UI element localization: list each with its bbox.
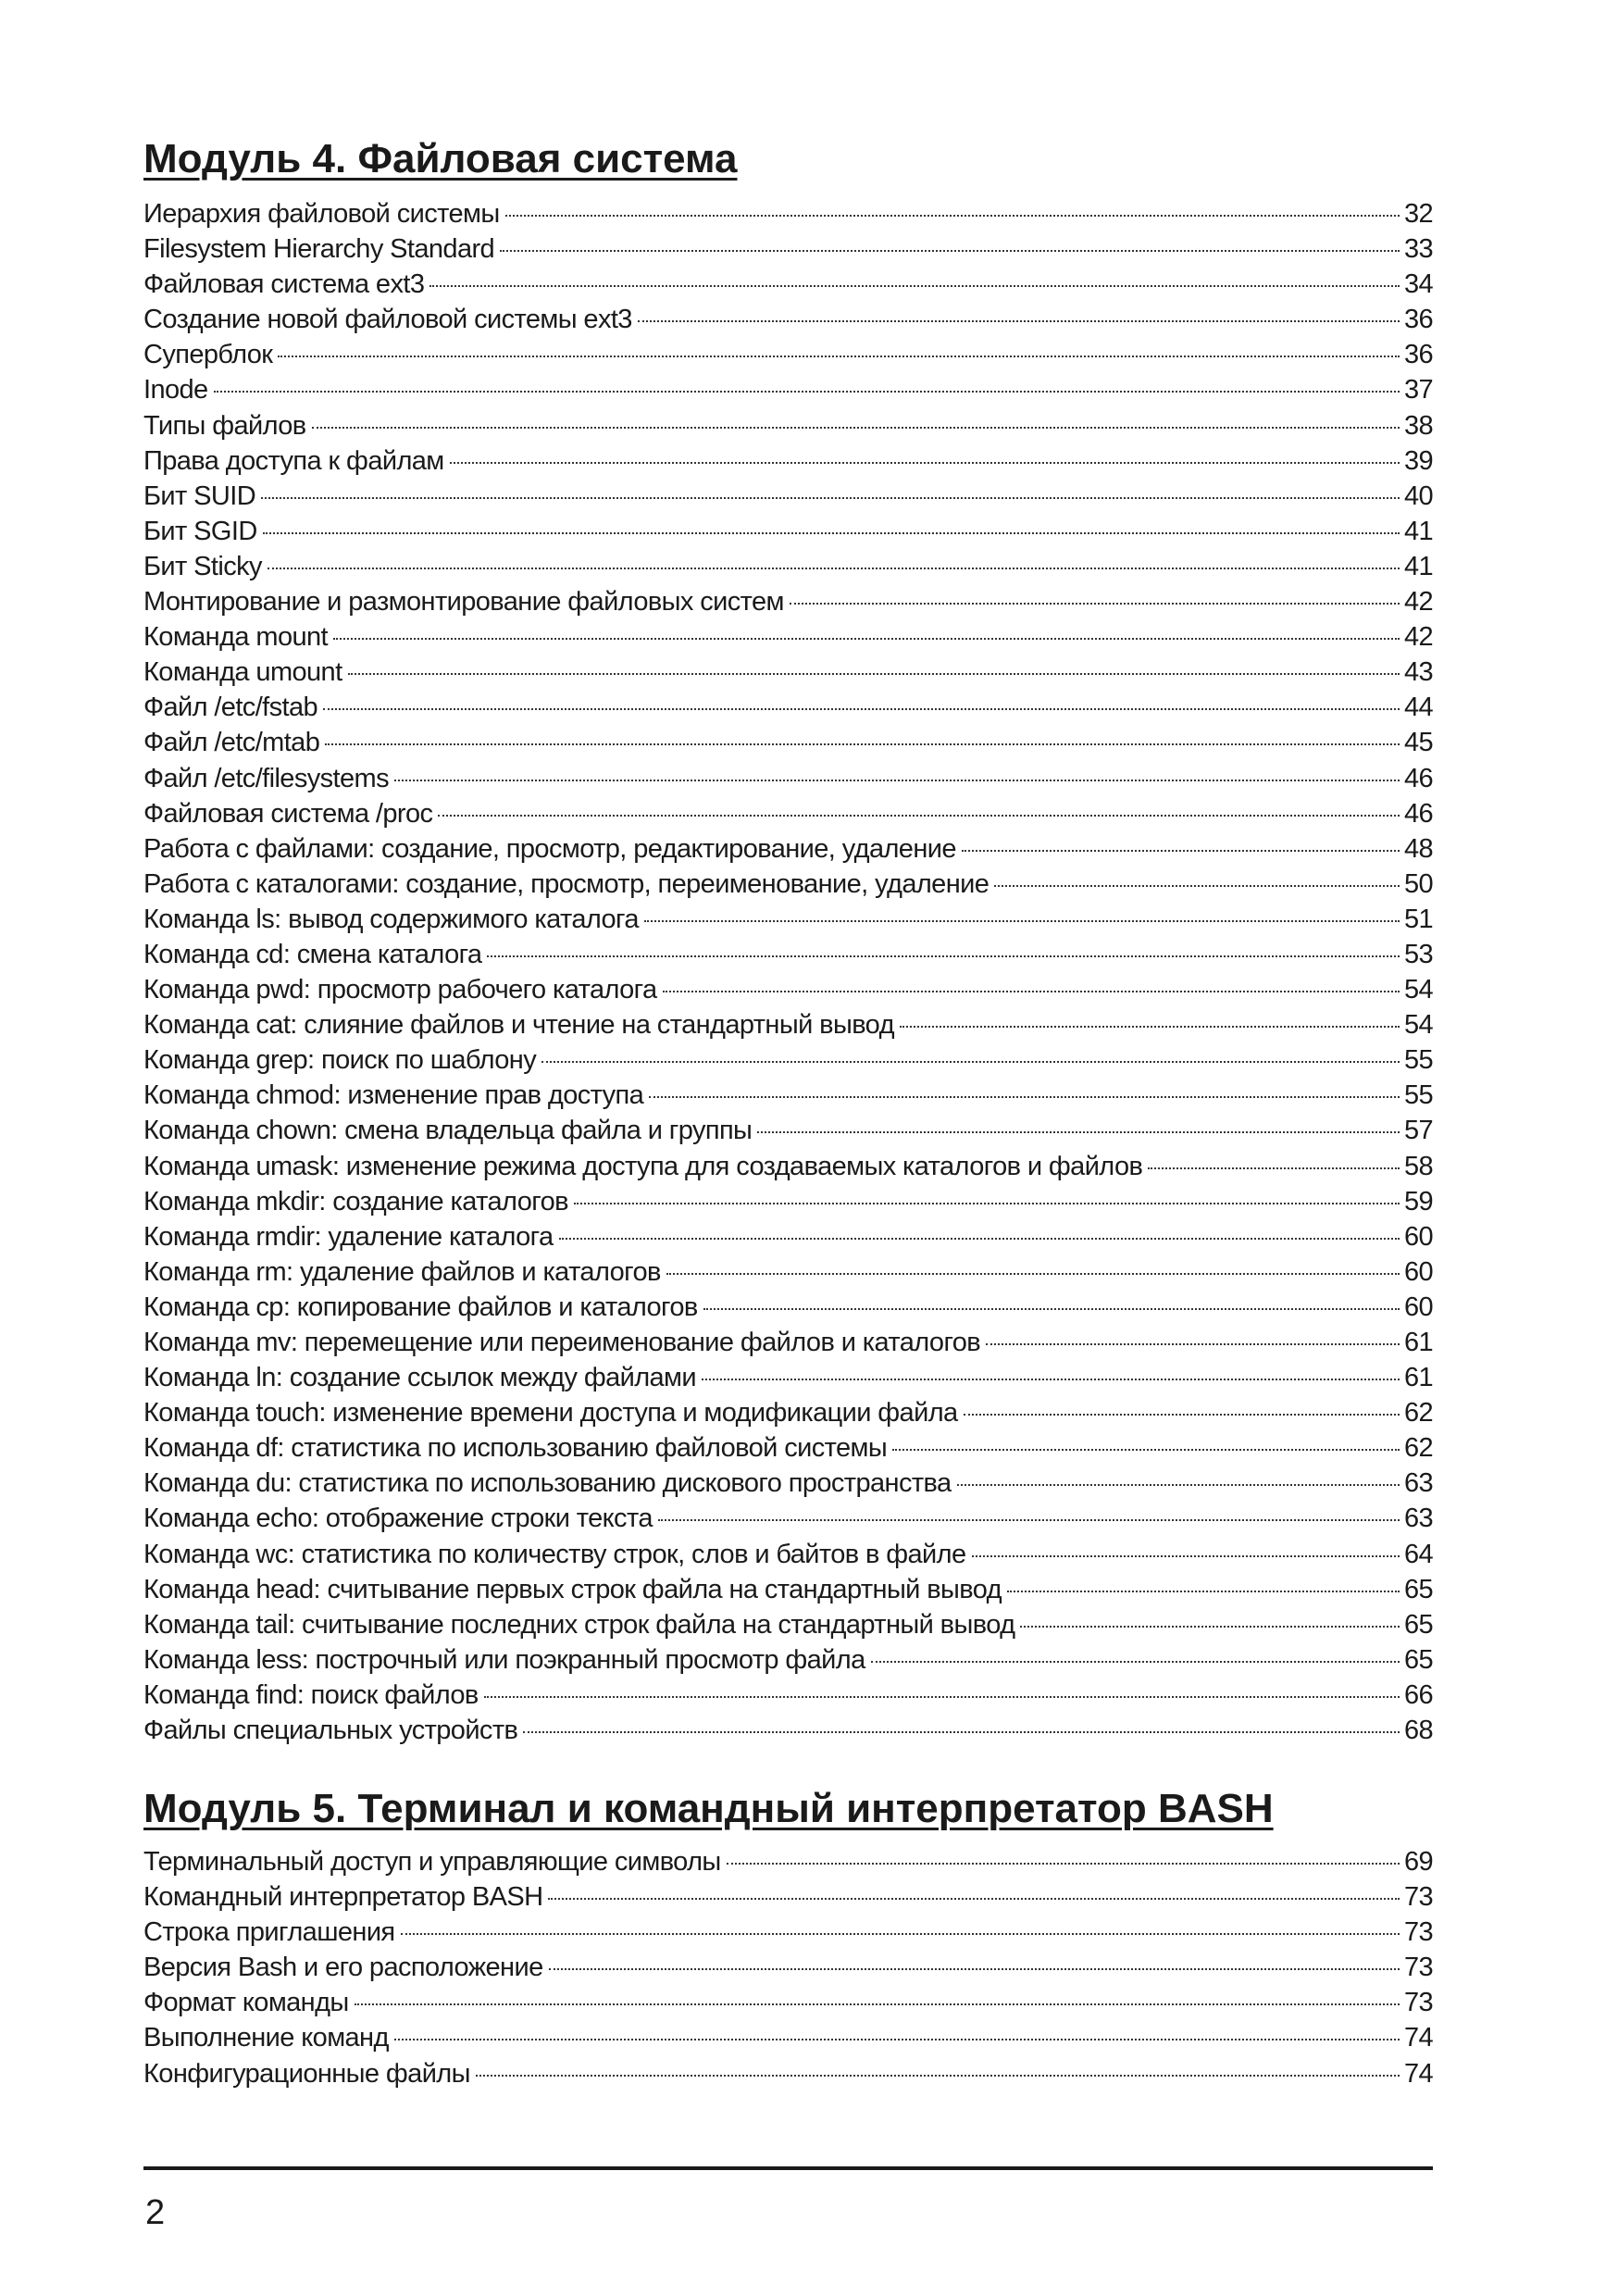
toc-entry: [143, 479, 1433, 514]
toc-dot-leader: [333, 638, 1400, 640]
toc-dot-leader: [548, 1898, 1399, 1900]
toc-entry: [143, 796, 1433, 831]
module-4-title: Модуль 4. Файловая система: [143, 136, 738, 181]
toc-entry: [143, 549, 1433, 584]
toc-dot-leader: [500, 250, 1400, 252]
toc-entry-page: 61: [1403, 1328, 1433, 1357]
toc-entry: [143, 196, 1433, 231]
toc-entry-title: Команда tail: считывание последних строк файла на стандартный вывод: [143, 1609, 1015, 1640]
toc-entry-title: Команда du: статистика по использованию дискового пространства: [143, 1468, 952, 1499]
toc-entry-title: Бит SGID: [143, 516, 257, 546]
toc-dot-leader: [263, 532, 1400, 534]
toc-entry-page: 63: [1403, 1468, 1433, 1499]
toc-entry-title: Выполнение команд: [143, 2023, 389, 2053]
page-number: 2: [145, 2193, 166, 2232]
toc-entry: [143, 1430, 1433, 1466]
toc-entry-page: 54: [1403, 1010, 1433, 1041]
toc-entry: [143, 1466, 1433, 1501]
toc-entry-page: 69: [1403, 1847, 1433, 1877]
toc-entry-page: 74: [1403, 2058, 1433, 2089]
toc-dot-leader: [649, 1096, 1400, 1098]
document-page: [143, 0, 1435, 2296]
toc-entry: [143, 1184, 1433, 1219]
toc-dot-leader: [505, 215, 1400, 217]
toc-entry-title: Команда ls: вывод содержимого каталога: [143, 904, 639, 934]
toc-entry-title: Команда rm: удаление файлов и каталогов: [143, 1256, 661, 1287]
toc-dot-leader: [394, 780, 1400, 781]
toc-dot-leader: [663, 991, 1400, 992]
toc-entry: [143, 937, 1433, 972]
toc-dot-leader: [487, 955, 1399, 957]
toc-entry-title: Команда cp: копирование файлов и каталогов: [143, 1292, 698, 1322]
toc-entry: [143, 584, 1433, 619]
toc-entry-title: Файл /etc/mtab: [143, 728, 320, 758]
toc-entry-page: 34: [1403, 269, 1433, 300]
toc-entry: [143, 1219, 1433, 1254]
toc-entry: [143, 1149, 1433, 1184]
toc-entry-title: Бит Sticky: [143, 551, 262, 581]
toc-entry: [143, 867, 1433, 902]
toc-dot-leader: [268, 568, 1400, 569]
toc-entry: [143, 1360, 1433, 1395]
toc-entry: [143, 1678, 1433, 1713]
toc-entry-title: Команда ln: создание ссылок между файлами: [143, 1363, 696, 1393]
toc-entry: [143, 619, 1433, 655]
toc-entry-title: Команда chmod: изменение прав доступа: [143, 1080, 644, 1111]
toc-entry-page: 33: [1403, 234, 1433, 265]
toc-entry-title: Командный интерпретатор BASH: [143, 1882, 543, 1913]
toc-entry: [143, 267, 1433, 302]
toc-entry-page: 58: [1403, 1151, 1433, 1181]
toc-entry-title: Терминальный доступ и управляющие символы: [143, 1847, 721, 1877]
toc-dot-leader: [261, 497, 1400, 499]
toc-entry: [143, 1007, 1433, 1042]
toc-entry: [143, 1290, 1433, 1325]
toc-entry-page: 59: [1403, 1186, 1433, 1217]
toc-entry-page: 62: [1403, 1398, 1433, 1429]
toc-entry: [143, 1254, 1433, 1290]
toc-entry: [143, 1950, 1433, 1985]
toc-entry: [143, 2020, 1433, 2055]
toc-dot-leader: [325, 743, 1400, 745]
toc-dot-leader: [484, 1696, 1400, 1698]
toc-entry-title: Команда chown: смена владельца файла и группы: [143, 1116, 753, 1146]
toc-dot-leader: [355, 2003, 1400, 2005]
toc-entry-title: Файловая система ext3: [143, 269, 425, 300]
toc-entry-title: Версия Bash и его расположение: [143, 1953, 543, 1983]
toc-entry-page: 65: [1403, 1574, 1433, 1604]
toc-entry-title: Команда rmdir: удаление каталога: [143, 1221, 554, 1252]
toc-entry-page: 55: [1403, 1045, 1433, 1076]
toc-entry-title: Команда pwd: просмотр рабочего каталога: [143, 975, 657, 1005]
toc-entry: [143, 725, 1433, 760]
toc-entry-title: Суперблок: [143, 340, 273, 370]
toc-entry-page: 39: [1403, 445, 1433, 476]
toc-entry-title: Монтирование и размонтирование файловых систем: [143, 587, 784, 618]
toc-entry-page: 73: [1403, 1882, 1433, 1913]
toc-entry-title: Бит SUID: [143, 480, 256, 511]
toc-entry-page: 60: [1403, 1256, 1433, 1287]
toc-entry-page: 38: [1403, 410, 1433, 441]
toc-entry-title: Команда touch: изменение времени доступа и модификации файла: [143, 1398, 958, 1429]
toc-entry: [143, 1325, 1433, 1360]
toc-entry: [143, 1642, 1433, 1678]
toc-entry: [143, 231, 1433, 267]
toc-dot-leader: [986, 1343, 1400, 1345]
toc-entry-title: Команда mkdir: создание каталогов: [143, 1186, 568, 1217]
toc-entry-page: 42: [1403, 622, 1433, 653]
toc-entry-page: 54: [1403, 975, 1433, 1005]
toc-entry-page: 73: [1403, 1953, 1433, 1983]
toc-entry: [143, 372, 1433, 407]
toc-entry-page: 45: [1403, 728, 1433, 758]
toc-entry-page: 68: [1403, 1716, 1433, 1746]
toc-entry: [143, 443, 1433, 479]
toc-entry: [143, 690, 1433, 725]
toc-dot-leader: [1020, 1626, 1400, 1628]
toc-entry-page: 61: [1403, 1363, 1433, 1393]
toc-entry-title: Команда mount: [143, 622, 329, 653]
toc-entry-title: Команда cd: смена каталога: [143, 939, 482, 969]
module-5-toc: [143, 1844, 1433, 2091]
module-5-title: Модуль 5. Терминал и командный интерпретатор BASH: [143, 1786, 1274, 1831]
toc-entry-page: 48: [1403, 833, 1433, 864]
toc-dot-leader: [644, 920, 1400, 922]
toc-entry-title: Команда wc: статистика по количеству строк, слов и байтов в файле: [143, 1539, 966, 1569]
toc-entry-page: 37: [1403, 375, 1433, 406]
toc-entry-page: 50: [1403, 868, 1433, 899]
toc-entry-page: 32: [1403, 199, 1433, 229]
toc-entry-page: 65: [1403, 1644, 1433, 1675]
toc-dot-leader: [871, 1661, 1400, 1663]
toc-entry-page: 36: [1403, 340, 1433, 370]
toc-entry: [143, 1844, 1433, 1879]
toc-dot-leader: [757, 1131, 1400, 1133]
toc-dot-leader: [892, 1449, 1400, 1451]
toc-entry-title: Inode: [143, 375, 208, 406]
toc-entry-title: Команда umount: [143, 657, 342, 688]
toc-entry: [143, 302, 1433, 337]
toc-dot-leader: [549, 1968, 1400, 1970]
toc-entry-title: Команда grep: поиск по шаблону: [143, 1045, 537, 1076]
toc-entry: [143, 1113, 1433, 1148]
toc-entry-title: Filesystem Hierarchy Standard: [143, 234, 495, 265]
toc-entry-page: 41: [1403, 516, 1433, 546]
toc-entry-title: Команда cat: слияние файлов и чтение на стандартный вывод: [143, 1010, 894, 1041]
toc-entry-title: Создание новой файловой системы ext3: [143, 305, 632, 335]
toc-entry-title: Файлы специальных устройств: [143, 1716, 518, 1746]
toc-dot-leader: [964, 1414, 1400, 1416]
toc-entry: [143, 655, 1433, 690]
toc-entry-page: 36: [1403, 305, 1433, 335]
toc-entry: [143, 1879, 1433, 1915]
toc-entry: [143, 972, 1433, 1007]
toc-entry: [143, 761, 1433, 796]
toc-entry-title: Команда less: построчный или поэкранный просмотр файла: [143, 1644, 865, 1675]
toc-dot-leader: [972, 1555, 1400, 1557]
toc-dot-leader: [323, 708, 1400, 710]
toc-entry-page: 51: [1403, 904, 1433, 934]
toc-dot-leader: [348, 673, 1400, 675]
toc-entry-title: Конфигурационные файлы: [143, 2058, 470, 2089]
toc-entry-page: 44: [1403, 693, 1433, 723]
toc-dot-leader: [312, 427, 1400, 429]
toc-entry-page: 41: [1403, 551, 1433, 581]
toc-dot-leader: [962, 850, 1400, 852]
footer-rule: [143, 2166, 1433, 2170]
toc-entry: [143, 2056, 1433, 2091]
toc-entry: [143, 1537, 1433, 1572]
toc-entry-page: 60: [1403, 1221, 1433, 1252]
toc-entry: [143, 514, 1433, 549]
toc-entry: [143, 408, 1433, 443]
toc-entry-page: 63: [1403, 1504, 1433, 1534]
toc-entry-page: 46: [1403, 798, 1433, 829]
toc-dot-leader: [476, 2075, 1400, 2077]
toc-entry-page: 66: [1403, 1679, 1433, 1710]
toc-entry-title: Команда mv: перемещение или переименование файлов и каталогов: [143, 1328, 981, 1357]
toc-entry-page: 53: [1403, 939, 1433, 969]
toc-dot-leader: [702, 1379, 1400, 1380]
toc-entry-title: Формат команды: [143, 1988, 349, 2018]
toc-entry-page: 73: [1403, 1917, 1433, 1948]
toc-dot-leader: [638, 320, 1400, 322]
toc-dot-leader: [450, 462, 1400, 464]
toc-entry-page: 64: [1403, 1539, 1433, 1569]
toc-dot-leader: [994, 885, 1400, 887]
toc-dot-leader: [957, 1484, 1400, 1486]
toc-entry-page: 65: [1403, 1609, 1433, 1640]
toc-dot-leader: [438, 815, 1400, 817]
toc-entry-page: 62: [1403, 1433, 1433, 1464]
toc-dot-leader: [394, 2039, 1400, 2040]
toc-entry: [143, 1713, 1433, 1748]
toc-dot-leader: [703, 1308, 1400, 1310]
toc-entry-title: Иерархия файловой системы: [143, 199, 500, 229]
toc-dot-leader: [666, 1273, 1400, 1275]
toc-dot-leader: [900, 1026, 1400, 1028]
toc-entry-title: Файловая система /proc: [143, 798, 433, 829]
toc-entry: [143, 1042, 1433, 1078]
toc-entry-page: 74: [1403, 2023, 1433, 2053]
toc-entry-title: Строка приглашения: [143, 1917, 395, 1948]
toc-entry-page: 46: [1403, 763, 1433, 793]
toc-entry-page: 57: [1403, 1116, 1433, 1146]
module-4-toc: [143, 196, 1433, 1748]
toc-entry: [143, 1572, 1433, 1607]
toc-entry: [143, 1607, 1433, 1642]
toc-entry-page: 40: [1403, 480, 1433, 511]
toc-dot-leader: [429, 285, 1400, 287]
toc-entry: [143, 902, 1433, 937]
toc-dot-leader: [574, 1203, 1400, 1204]
toc-entry-page: 60: [1403, 1292, 1433, 1322]
toc-entry-page: 43: [1403, 657, 1433, 688]
toc-entry-title: Типы файлов: [143, 410, 306, 441]
toc-dot-leader: [790, 603, 1400, 605]
toc-dot-leader: [523, 1731, 1400, 1733]
toc-entry-title: Команда umask: изменение режима доступа для создаваемых каталогов и файлов: [143, 1151, 1143, 1181]
toc-entry-page: 42: [1403, 587, 1433, 618]
toc-entry-title: Команда head: считывание первых строк файла на стандартный вывод: [143, 1574, 1002, 1604]
toc-dot-leader: [559, 1238, 1400, 1240]
toc-entry-title: Работа с каталогами: создание, просмотр, переименование, удаление: [143, 868, 989, 899]
toc-entry: [143, 1501, 1433, 1536]
toc-entry-title: Права доступа к файлам: [143, 445, 444, 476]
toc-entry-title: Файл /etc/fstab: [143, 693, 318, 723]
toc-entry-title: Работа с файлами: создание, просмотр, редактирование, удаление: [143, 833, 956, 864]
toc-dot-leader: [214, 391, 1400, 393]
toc-entry: [143, 1915, 1433, 1950]
toc-entry-page: 73: [1403, 1988, 1433, 2018]
toc-dot-leader: [1007, 1591, 1400, 1592]
toc-entry-title: Команда echo: отображение строки текста: [143, 1504, 653, 1534]
toc-entry-title: Файл /etc/filesystems: [143, 763, 389, 793]
toc-entry: [143, 1078, 1433, 1113]
toc-entry-title: Команда df: статистика по использованию файловой системы: [143, 1433, 888, 1464]
toc-dot-leader: [658, 1519, 1400, 1521]
toc-dot-leader: [1148, 1167, 1400, 1169]
toc-dot-leader: [541, 1061, 1400, 1063]
toc-entry: [143, 831, 1433, 867]
toc-entry: [143, 1395, 1433, 1430]
toc-dot-leader: [727, 1863, 1400, 1865]
toc-entry: [143, 1985, 1433, 2020]
toc-dot-leader: [278, 356, 1400, 357]
toc-entry-page: 55: [1403, 1080, 1433, 1111]
toc-entry-title: Команда find: поиск файлов: [143, 1679, 479, 1710]
toc-dot-leader: [401, 1933, 1400, 1935]
toc-entry: [143, 337, 1433, 372]
